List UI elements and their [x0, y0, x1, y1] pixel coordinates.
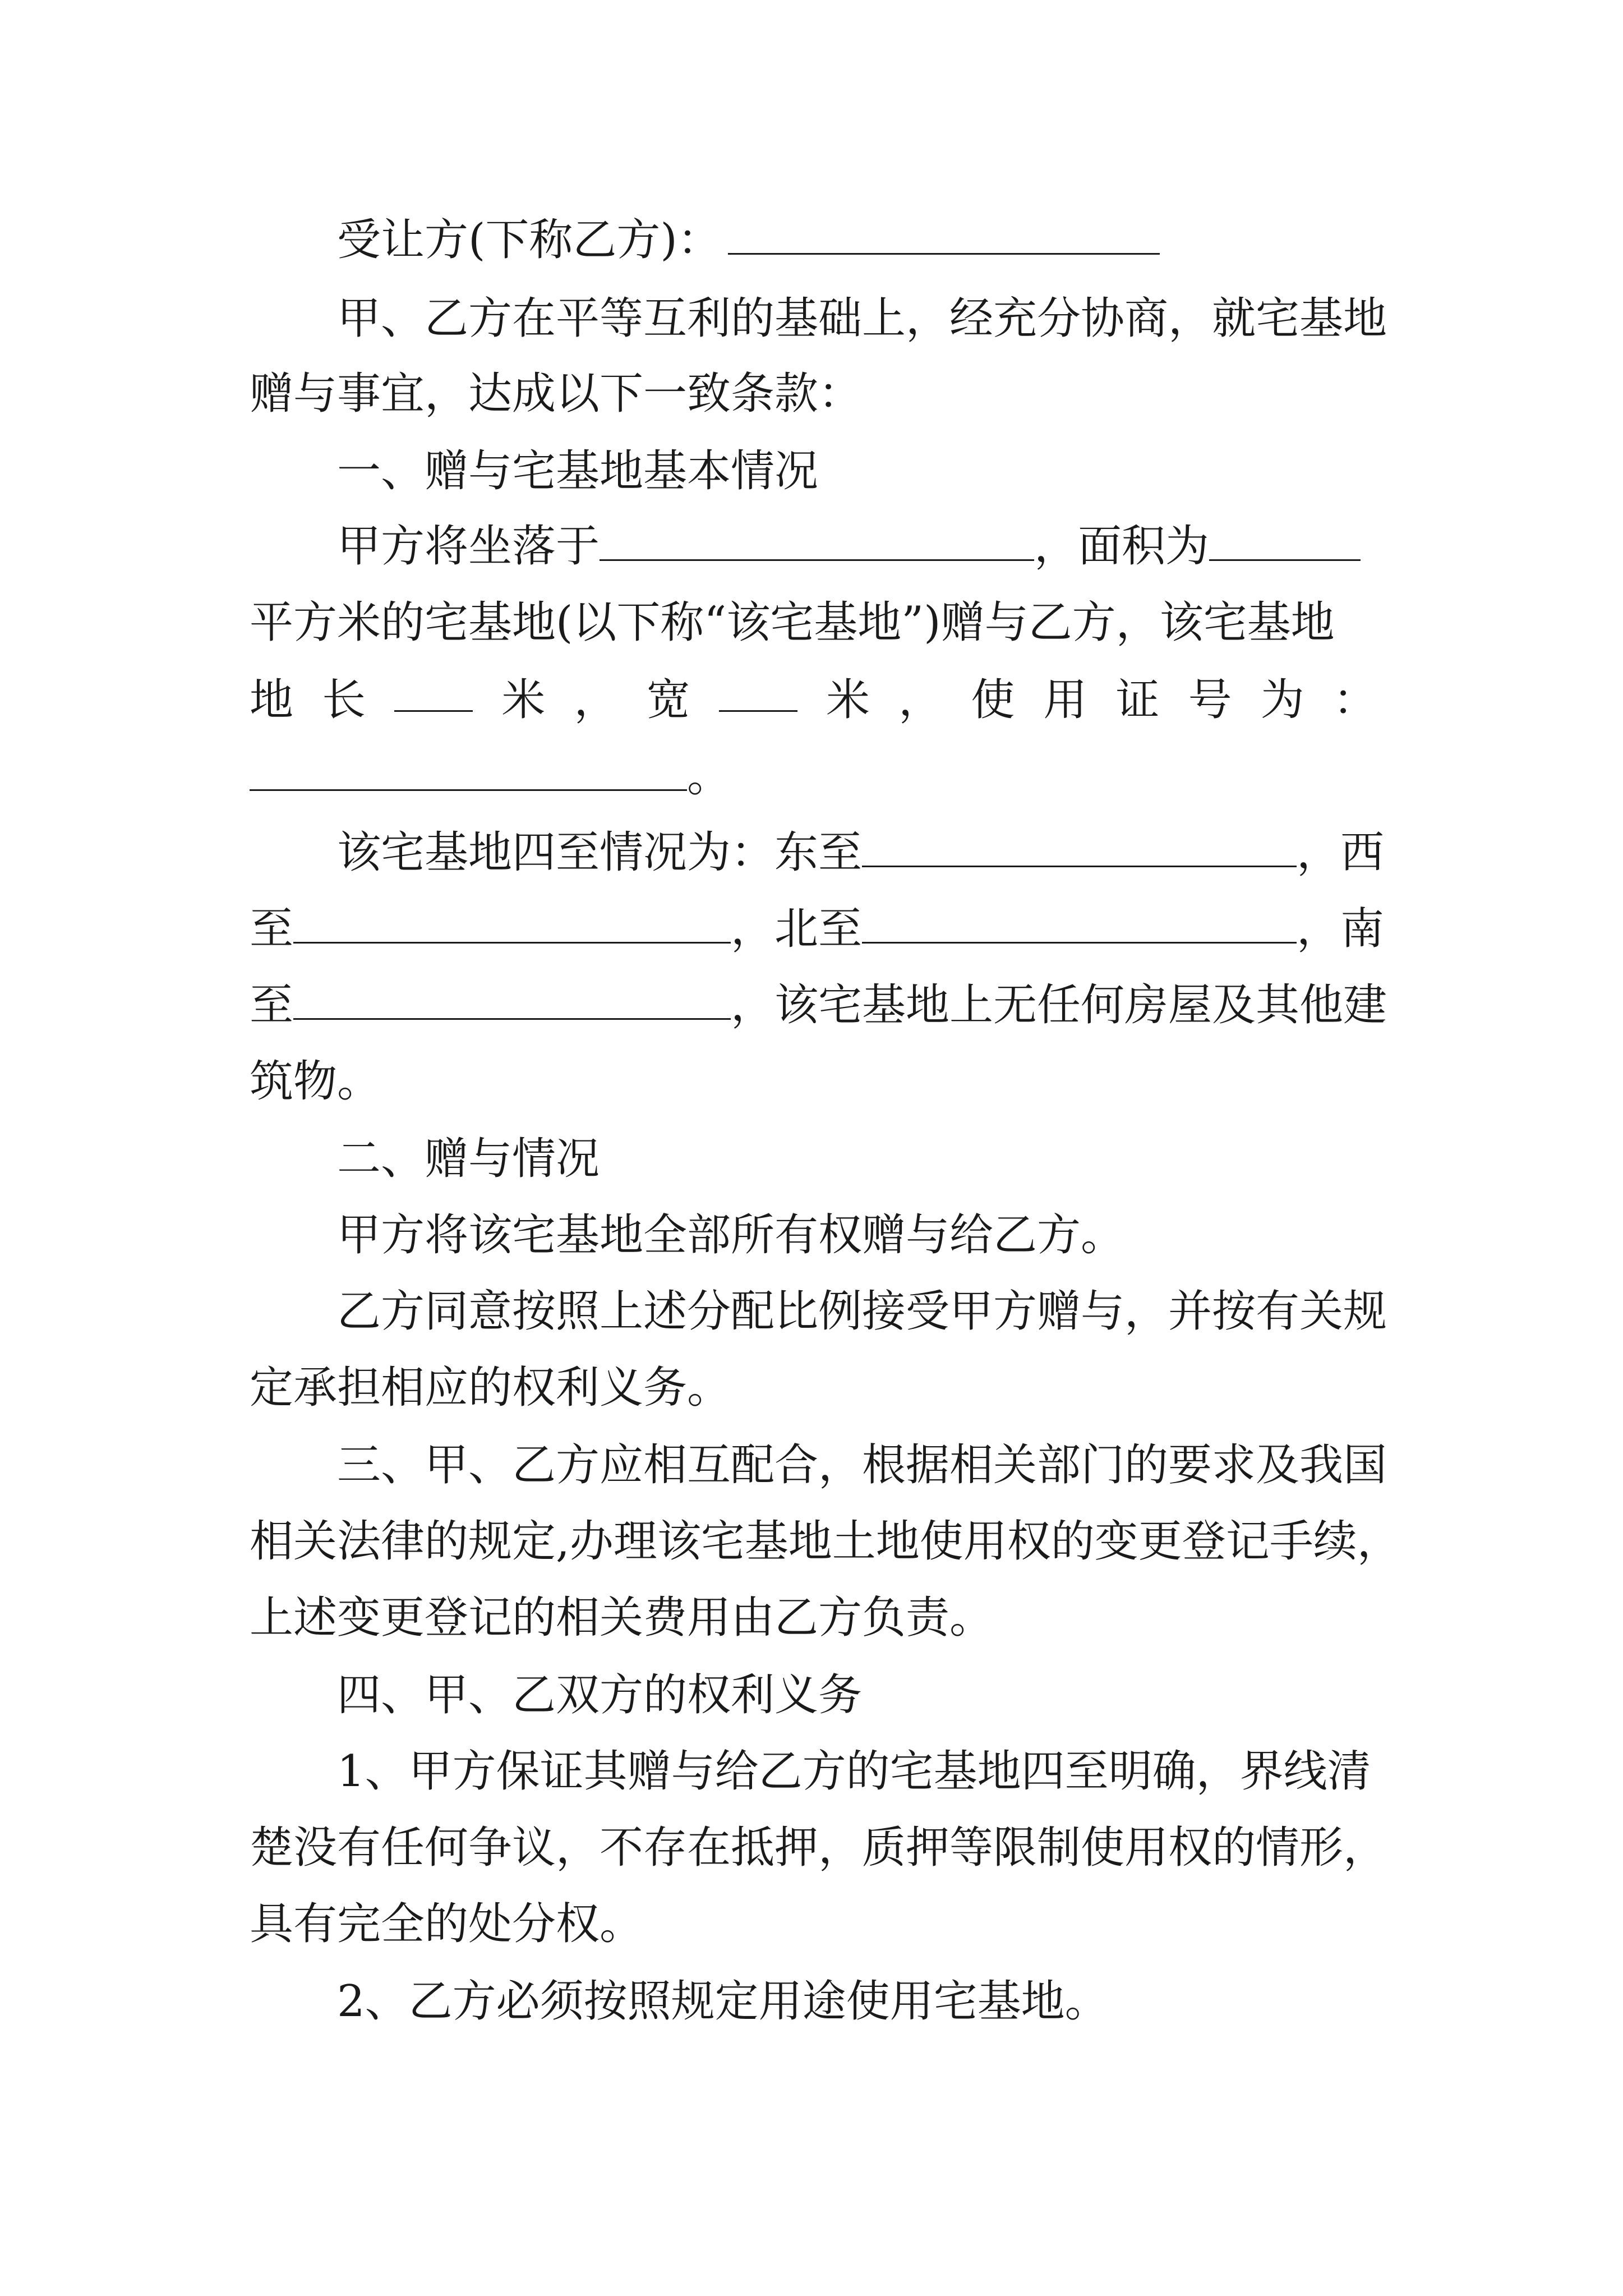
acceptance-line-2: 定承担相应的权利义务。 [250, 1363, 731, 1413]
area-blank [1209, 521, 1361, 561]
certificate-line [250, 748, 731, 804]
dim-char: 号 [1188, 675, 1232, 725]
south-blank [293, 980, 731, 1020]
certificate-blank [250, 751, 687, 791]
boundary-line-1 [337, 825, 1384, 881]
west-blank [293, 904, 731, 944]
location-blank [600, 521, 1034, 561]
certificate-end: 。 [687, 751, 731, 802]
north-blank [862, 904, 1297, 944]
dim-char: ： [1332, 675, 1377, 725]
boundary-west-cont: 至 [250, 904, 294, 954]
heading-1: 一、赠与宅基地基本情况 [337, 446, 819, 496]
registration-line-3: 上述变更登记的相关费用由乙方负责。 [250, 1593, 994, 1643]
area-unit-line: 平方米的宅基地(以下称“该宅基地”)赠与乙方，该宅基地 [250, 597, 1335, 648]
obligation-1-line-1: 1、甲方保证其赠与给乙方的宅基地四至明确，界线清 [337, 1746, 1371, 1797]
registration-line-1: 三、甲、乙方应相互配合，根据相关部门的要求及我国 [337, 1440, 1387, 1490]
heading-4: 四、甲、乙双方的权利义务 [337, 1670, 863, 1720]
intro-line-2: 赠与事宜，达成以下一致条款： [250, 369, 863, 419]
dim-char: 使 [971, 675, 1015, 725]
area-label: ，面积为 [1034, 521, 1210, 572]
boundary-statement: ，该宅基地上无任何房屋及其他建 [731, 980, 1387, 1030]
boundary-north-label: ，北至 [731, 904, 863, 954]
dim-char: 为 [1260, 675, 1304, 725]
length-blank [394, 672, 473, 712]
boundary-line-3 [250, 977, 1387, 1033]
width-blank [719, 672, 797, 712]
location-line [337, 518, 1361, 574]
dim-char: 宽 [646, 675, 690, 725]
boundary-line-2 [250, 901, 1384, 957]
obligation-1-line-3: 具有完全的处分权。 [250, 1899, 644, 1949]
dim-char: 米 [826, 675, 870, 725]
registration-line-2: 相关法律的规定,办理该宅基地土地使用权的变更登记手续， [250, 1516, 1401, 1567]
dim-char: 长 [322, 675, 366, 725]
gift-clause: 甲方将该宅基地全部所有权赠与给乙方。 [337, 1210, 1125, 1260]
obligation-1-line-2: 楚没有任何争议，不存在抵押，质押等限制使用权的情形， [250, 1823, 1387, 1873]
boundary-line-4: 筑物。 [250, 1056, 381, 1107]
dim-char: 地 [250, 675, 294, 725]
boundary-west-label: ，西 [1297, 827, 1385, 878]
dim-char: 用 [1043, 675, 1087, 725]
dim-char: 证 [1115, 675, 1160, 725]
transferee-label: 受让方(下称乙方)： [337, 215, 721, 265]
acceptance-line-1: 乙方同意按照上述分配比例接受甲方赠与，并按有关规 [337, 1286, 1387, 1337]
boundary-east-label: 该宅基地四至情况为：东至 [337, 827, 863, 878]
obligation-2: 2、乙方必须按照规定用途使用宅基地。 [337, 1976, 1109, 2027]
transferee-blank [728, 215, 1160, 255]
boundary-south-cont: 至 [250, 980, 294, 1030]
heading-2: 二、赠与情况 [337, 1134, 600, 1184]
dim-char: ， [574, 675, 618, 725]
dim-char: ， [898, 675, 943, 725]
transferee-line [337, 212, 1160, 268]
boundary-south-label: ，南 [1297, 904, 1385, 954]
east-blank [862, 827, 1297, 867]
intro-line-1: 甲、乙方在平等互利的基础上，经充分协商，就宅基地 [337, 293, 1387, 344]
dim-char: 米 [501, 675, 546, 725]
location-label: 甲方将坐落于 [337, 521, 600, 572]
dimensions-line [250, 672, 1377, 728]
